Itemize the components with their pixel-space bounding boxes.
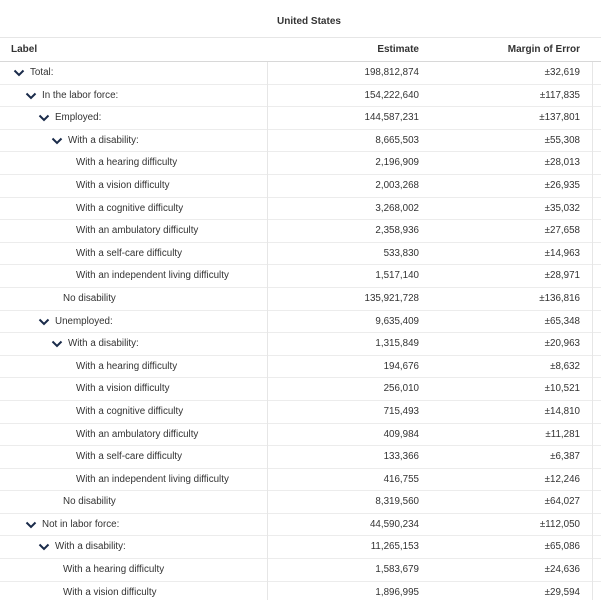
- table-row: [0, 582, 601, 600]
- table-row[interactable]: [0, 536, 601, 559]
- table-row: [0, 175, 601, 198]
- row-estimate: 1,896,995: [375, 586, 419, 598]
- row-margin-of-error: ±24,636: [544, 564, 580, 576]
- table-row: [0, 356, 601, 379]
- row-margin-of-error: ±28,013: [544, 157, 580, 169]
- row-margin-of-error: ±35,032: [544, 202, 580, 214]
- row-margin-of-error: ±26,935: [544, 179, 580, 191]
- row-estimate: 2,358,936: [375, 225, 419, 237]
- right-border: [592, 62, 593, 600]
- table-row[interactable]: [0, 62, 601, 85]
- table-row: [0, 220, 601, 243]
- table-row: [0, 378, 601, 401]
- table-row[interactable]: [0, 333, 601, 356]
- row-margin-of-error: ±137,801: [539, 112, 580, 124]
- row-estimate: 133,366: [383, 451, 419, 463]
- row-estimate: 8,319,560: [375, 496, 419, 508]
- row-label: With an ambulatory difficulty: [76, 428, 199, 440]
- row-label: With an independent living difficulty: [76, 473, 229, 485]
- row-margin-of-error: ±8,632: [550, 360, 580, 372]
- column-header-row: [0, 38, 601, 62]
- row-label: With a cognitive difficulty: [76, 202, 184, 214]
- row-margin-of-error: ±10,521: [544, 383, 580, 395]
- chevron-down-icon[interactable]: [51, 338, 63, 350]
- row-estimate: 2,196,909: [375, 157, 419, 169]
- table-row[interactable]: [0, 311, 601, 334]
- row-margin-of-error: ±14,810: [544, 405, 580, 417]
- row-label: Not in labor force:: [42, 518, 120, 530]
- table-row[interactable]: [0, 514, 601, 537]
- table-row[interactable]: [0, 107, 601, 130]
- table-row[interactable]: [0, 130, 601, 153]
- row-label: With a disability:: [68, 134, 139, 146]
- row-label: With an ambulatory difficulty: [76, 225, 199, 237]
- row-label: With a disability:: [68, 338, 139, 350]
- table-row: [0, 469, 601, 492]
- row-label: In the labor force:: [42, 89, 119, 101]
- row-label: No disability: [63, 496, 116, 508]
- table-row[interactable]: [0, 85, 601, 108]
- table-row: [0, 198, 601, 221]
- chevron-down-icon[interactable]: [38, 316, 50, 328]
- row-estimate: 1,583,679: [375, 564, 419, 576]
- row-label: With a hearing difficulty: [76, 360, 178, 372]
- chevron-down-icon[interactable]: [25, 519, 37, 531]
- row-estimate: 194,676: [383, 360, 419, 372]
- row-estimate: 9,635,409: [375, 315, 419, 327]
- row-label: With a vision difficulty: [76, 383, 170, 395]
- column-divider: [267, 62, 268, 600]
- table-row: [0, 288, 601, 311]
- table-row: [0, 424, 601, 447]
- row-estimate: 256,010: [383, 383, 419, 395]
- row-label: With a cognitive difficulty: [76, 405, 184, 417]
- table-row: [0, 243, 601, 266]
- row-estimate: 44,590,234: [369, 518, 419, 530]
- row-label: With an independent living difficulty: [76, 270, 229, 282]
- row-estimate: 533,830: [383, 247, 419, 259]
- chevron-down-icon[interactable]: [38, 541, 50, 553]
- row-margin-of-error: ±6,387: [550, 451, 580, 463]
- row-estimate: 154,222,640: [364, 89, 419, 101]
- table-row: [0, 446, 601, 469]
- row-label: Unemployed:: [55, 315, 113, 327]
- row-estimate: 3,268,002: [375, 202, 419, 214]
- chevron-down-icon[interactable]: [38, 112, 50, 124]
- row-margin-of-error: ±11,281: [545, 428, 580, 440]
- row-margin-of-error: ±112,050: [539, 518, 580, 530]
- chevron-down-icon[interactable]: [51, 135, 63, 147]
- row-label: With a hearing difficulty: [63, 564, 165, 576]
- row-margin-of-error: ±65,348: [544, 315, 580, 327]
- row-estimate: 11,265,153: [370, 541, 419, 553]
- row-estimate: 198,812,874: [364, 67, 419, 78]
- row-estimate: 135,921,728: [364, 292, 419, 304]
- row-label: With a vision difficulty: [63, 586, 157, 598]
- row-estimate: 715,493: [383, 405, 419, 417]
- row-estimate: 409,984: [383, 428, 419, 440]
- row-label: With a self-care difficulty: [76, 451, 182, 463]
- geography-label: United States: [277, 16, 341, 27]
- geography-header-row: [0, 0, 601, 38]
- table-row: [0, 491, 601, 514]
- row-estimate: 416,755: [383, 473, 419, 485]
- column-header-label: Label: [11, 44, 38, 55]
- row-margin-of-error: ±29,594: [544, 586, 580, 598]
- row-estimate: 1,315,849: [375, 338, 419, 350]
- row-label: Total:: [30, 67, 54, 78]
- table-row: [0, 265, 601, 288]
- row-margin-of-error: ±27,658: [544, 225, 580, 237]
- row-label: With a vision difficulty: [76, 179, 170, 191]
- row-label: With a hearing difficulty: [76, 157, 178, 169]
- row-estimate: 1,517,140: [375, 270, 419, 282]
- row-margin-of-error: ±55,308: [544, 134, 580, 146]
- row-margin-of-error: ±117,835: [539, 89, 580, 101]
- row-margin-of-error: ±14,963: [544, 247, 580, 259]
- row-margin-of-error: ±136,816: [539, 292, 580, 304]
- row-label: With a disability:: [55, 541, 126, 553]
- table-row: [0, 401, 601, 424]
- row-margin-of-error: ±32,619: [544, 67, 580, 78]
- row-margin-of-error: ±64,027: [544, 496, 580, 508]
- row-margin-of-error: ±12,246: [544, 473, 580, 485]
- row-estimate: 8,665,503: [375, 134, 419, 146]
- row-label: Employed:: [55, 112, 102, 124]
- row-margin-of-error: ±65,086: [544, 541, 580, 553]
- chevron-down-icon[interactable]: [13, 67, 25, 79]
- row-margin-of-error: ±28,971: [544, 270, 580, 282]
- row-estimate: 144,587,231: [364, 112, 419, 124]
- row-estimate: 2,003,268: [375, 179, 419, 191]
- row-label: With a self-care difficulty: [76, 247, 182, 259]
- column-header-margin-of-error: Margin of Error: [507, 44, 580, 55]
- row-margin-of-error: ±20,963: [544, 338, 580, 350]
- table-row: [0, 559, 601, 582]
- column-header-estimate: Estimate: [377, 44, 419, 55]
- table-row: [0, 152, 601, 175]
- chevron-down-icon[interactable]: [25, 90, 37, 102]
- row-label: No disability: [63, 292, 116, 304]
- table-body: [0, 62, 601, 600]
